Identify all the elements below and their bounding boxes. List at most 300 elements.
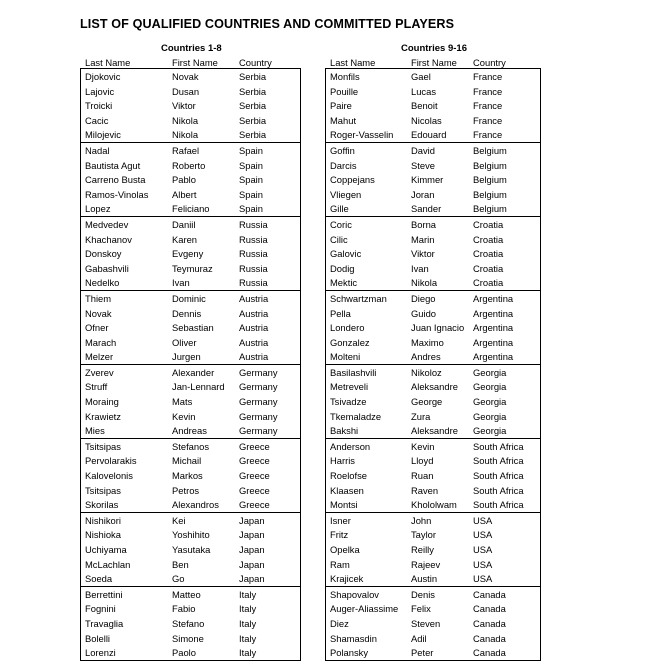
header-country: Country bbox=[239, 57, 272, 68]
cell-country: Belgium bbox=[473, 174, 507, 186]
cell-country: Japan bbox=[239, 514, 265, 526]
cell-country: France bbox=[473, 129, 503, 141]
cell-country: South Africa bbox=[473, 455, 524, 467]
table-row bbox=[81, 84, 300, 99]
table-row bbox=[81, 98, 300, 113]
cell-first-name: Khololwam bbox=[411, 499, 457, 511]
cell-last-name: Kalovelonis bbox=[85, 470, 133, 482]
table-row bbox=[81, 261, 300, 276]
table-row bbox=[81, 483, 300, 498]
header-last-name: Last Name bbox=[330, 57, 376, 68]
cell-last-name: Goffin bbox=[330, 144, 355, 156]
cell-first-name: Simone bbox=[172, 632, 204, 644]
cell-country: Greece bbox=[239, 484, 270, 496]
table-row bbox=[81, 143, 300, 158]
cell-last-name: Roger-Vasselin bbox=[330, 129, 394, 141]
cell-last-name: Marach bbox=[85, 336, 117, 348]
table-row bbox=[81, 335, 300, 350]
cell-first-name: Nikola bbox=[172, 129, 199, 141]
cell-first-name: Karen bbox=[172, 233, 198, 245]
cell-first-name: Stefanos bbox=[172, 440, 210, 452]
cell-first-name: Daniil bbox=[172, 218, 196, 230]
cell-first-name: Reilly bbox=[411, 544, 434, 555]
cell-last-name: Metreveli bbox=[330, 381, 369, 393]
cell-first-name: Felix bbox=[411, 603, 431, 615]
cell-last-name: Khachanov bbox=[85, 233, 132, 245]
cell-last-name: Montsi bbox=[330, 499, 358, 511]
table-row bbox=[81, 320, 300, 335]
cell-last-name: Nadal bbox=[85, 144, 110, 156]
cell-first-name: Gael bbox=[411, 71, 431, 82]
cell-first-name: Ruan bbox=[411, 470, 434, 482]
cell-first-name: Raven bbox=[411, 484, 439, 496]
cell-last-name: Shamasdin bbox=[330, 632, 377, 644]
cell-first-name: Yoshihito bbox=[172, 529, 210, 541]
cell-first-name: Lucas bbox=[411, 85, 437, 97]
cell-country: Argentina bbox=[473, 336, 514, 348]
cell-country: Canada bbox=[473, 617, 506, 629]
header-first-name: First Name bbox=[411, 57, 457, 68]
cell-first-name: Sander bbox=[411, 203, 442, 215]
cell-first-name: Rajeev bbox=[411, 558, 441, 570]
table-row bbox=[326, 645, 540, 660]
table-row bbox=[81, 172, 300, 187]
cell-last-name: Klaasen bbox=[330, 484, 364, 496]
cell-last-name: Donskoy bbox=[85, 248, 122, 260]
cell-country: Serbia bbox=[239, 114, 267, 126]
table-row bbox=[81, 557, 300, 572]
cell-first-name: Paolo bbox=[172, 647, 196, 659]
cell-country: Argentina bbox=[473, 322, 514, 334]
table-row bbox=[81, 468, 300, 483]
table-row bbox=[326, 513, 540, 528]
header-country: Country bbox=[473, 57, 506, 68]
cell-last-name: Moraing bbox=[85, 396, 119, 408]
cell-first-name: Go bbox=[172, 573, 185, 585]
table-row bbox=[81, 513, 300, 528]
table-row bbox=[326, 571, 540, 586]
cell-country: Belgium bbox=[473, 203, 507, 215]
cell-last-name: Soeda bbox=[85, 573, 113, 585]
cell-first-name: Nikola bbox=[172, 114, 199, 126]
table-row bbox=[326, 527, 540, 542]
table-row bbox=[326, 143, 540, 158]
left-column-heading: Countries 1-8 bbox=[161, 43, 222, 54]
cell-last-name: Bakshi bbox=[330, 425, 359, 437]
cell-country: USA bbox=[473, 558, 493, 570]
cell-country: South Africa bbox=[473, 484, 524, 496]
table-row bbox=[326, 542, 540, 557]
cell-first-name: Evgeny bbox=[172, 248, 204, 260]
cell-last-name: Schwartzman bbox=[330, 292, 387, 304]
cell-country: Greece bbox=[239, 470, 270, 482]
cell-country: Serbia bbox=[239, 85, 267, 97]
cell-country: Croatia bbox=[473, 277, 504, 289]
cell-first-name: Alexander bbox=[172, 366, 215, 378]
cell-first-name: Albert bbox=[172, 188, 197, 200]
cell-last-name: Krawietz bbox=[85, 410, 121, 422]
cell-first-name: Nicolas bbox=[411, 114, 442, 126]
cell-first-name: Aleksandre bbox=[411, 381, 458, 393]
cell-country: Austria bbox=[239, 292, 269, 304]
cell-first-name: Ben bbox=[172, 558, 189, 570]
cell-last-name: Opelka bbox=[330, 544, 360, 555]
cell-last-name: Roelofse bbox=[330, 470, 368, 482]
cell-first-name: Ivan bbox=[172, 277, 190, 289]
cell-country: Germany bbox=[239, 425, 278, 437]
cell-last-name: Molteni bbox=[330, 351, 361, 363]
country-group bbox=[81, 143, 300, 217]
cell-country: Argentina bbox=[473, 307, 514, 319]
cell-country: Italy bbox=[239, 588, 257, 600]
table-row bbox=[326, 113, 540, 128]
cell-country: Germany bbox=[239, 366, 278, 378]
cell-last-name: Coric bbox=[330, 218, 352, 230]
table-row bbox=[81, 379, 300, 394]
table-row bbox=[326, 217, 540, 232]
cell-first-name: Nikoloz bbox=[411, 366, 442, 378]
cell-last-name: Lorenzi bbox=[85, 647, 116, 659]
table-row bbox=[326, 379, 540, 394]
cell-last-name: Novak bbox=[85, 307, 112, 319]
cell-first-name: Rafael bbox=[172, 144, 200, 156]
cell-country: Belgium bbox=[473, 144, 507, 156]
cell-country: Russia bbox=[239, 218, 268, 230]
table-row bbox=[326, 261, 540, 276]
table-row bbox=[81, 187, 300, 202]
cell-first-name: Benoit bbox=[411, 100, 438, 112]
cell-country: Japan bbox=[239, 558, 265, 570]
cell-last-name: Ofner bbox=[85, 322, 109, 334]
table-row bbox=[81, 409, 300, 424]
table-row bbox=[81, 542, 300, 557]
cell-country: France bbox=[473, 85, 503, 97]
cell-country: South Africa bbox=[473, 470, 524, 482]
cell-last-name: Melzer bbox=[85, 351, 114, 363]
cell-last-name: Gabashvili bbox=[85, 262, 129, 274]
cell-first-name: Denis bbox=[411, 588, 435, 600]
cell-country: USA bbox=[473, 573, 493, 585]
cell-first-name: Ivan bbox=[411, 262, 429, 274]
country-group bbox=[326, 439, 540, 513]
cell-country: Georgia bbox=[473, 410, 507, 422]
cell-country: Japan bbox=[239, 573, 265, 585]
cell-first-name: Dusan bbox=[172, 85, 200, 97]
table-row bbox=[81, 423, 300, 438]
cell-country: Russia bbox=[239, 262, 268, 274]
header-last-name: Last Name bbox=[85, 57, 131, 68]
cell-last-name: Tsivadze bbox=[330, 396, 367, 408]
cell-country: Austria bbox=[239, 307, 269, 319]
cell-first-name: Sebastian bbox=[172, 322, 214, 334]
cell-last-name: Pella bbox=[330, 307, 351, 319]
cell-last-name: Zverev bbox=[85, 366, 114, 378]
cell-country: USA bbox=[473, 544, 493, 555]
table-row bbox=[326, 291, 540, 306]
country-group bbox=[326, 69, 540, 143]
document-title: LIST OF QUALIFIED COUNTRIES AND COMMITTED PLAYERS bbox=[80, 17, 455, 31]
cell-country: Germany bbox=[239, 396, 278, 408]
cell-first-name: George bbox=[411, 396, 443, 408]
cell-first-name: Juan Ignacio bbox=[411, 322, 465, 334]
cell-first-name: Adil bbox=[411, 632, 427, 644]
table-row bbox=[326, 365, 540, 380]
cell-country: Spain bbox=[239, 174, 263, 186]
table-row bbox=[326, 409, 540, 424]
cell-country: Greece bbox=[239, 440, 270, 452]
table-row bbox=[326, 349, 540, 364]
cell-first-name: Edouard bbox=[411, 129, 447, 141]
cell-country: Argentina bbox=[473, 292, 514, 304]
table-row bbox=[326, 468, 540, 483]
cell-country: Georgia bbox=[473, 425, 507, 437]
cell-first-name: Steven bbox=[411, 617, 441, 629]
cell-country: Croatia bbox=[473, 233, 504, 245]
cell-last-name: McLachlan bbox=[85, 558, 131, 570]
cell-first-name: Petros bbox=[172, 484, 200, 496]
cell-last-name: Paire bbox=[330, 100, 352, 112]
cell-first-name: Nikola bbox=[411, 277, 438, 289]
table-row bbox=[81, 158, 300, 173]
table-row bbox=[326, 69, 540, 84]
cell-last-name: Galovic bbox=[330, 248, 362, 260]
cell-first-name: Andreas bbox=[172, 425, 207, 437]
header-first-name: First Name bbox=[172, 57, 218, 68]
cell-first-name: Michail bbox=[172, 455, 202, 467]
cell-country: Georgia bbox=[473, 396, 507, 408]
cell-country: Spain bbox=[239, 159, 263, 171]
cell-last-name: Krajicek bbox=[330, 573, 364, 585]
table-row bbox=[81, 601, 300, 616]
cell-first-name: Roberto bbox=[172, 159, 206, 171]
country-group bbox=[81, 587, 300, 660]
cell-country: Croatia bbox=[473, 248, 504, 260]
cell-country: Italy bbox=[239, 603, 257, 615]
cell-first-name: Jan-Lennard bbox=[172, 381, 225, 393]
cell-last-name: Uchiyama bbox=[85, 544, 127, 555]
cell-first-name: Kevin bbox=[411, 440, 435, 452]
table-row bbox=[81, 275, 300, 290]
cell-country: Germany bbox=[239, 410, 278, 422]
cell-country: Germany bbox=[239, 381, 278, 393]
cell-country: Italy bbox=[239, 617, 257, 629]
cell-country: Canada bbox=[473, 647, 506, 659]
cell-last-name: Troicki bbox=[85, 100, 113, 112]
cell-last-name: Bautista Agut bbox=[85, 159, 141, 171]
cell-last-name: Monfils bbox=[330, 71, 360, 82]
table-row bbox=[326, 232, 540, 247]
cell-last-name: Polansky bbox=[330, 647, 369, 659]
cell-country: Greece bbox=[239, 499, 270, 511]
cell-last-name: Mies bbox=[85, 425, 105, 437]
cell-country: Russia bbox=[239, 277, 268, 289]
cell-first-name: Alexandros bbox=[172, 499, 219, 511]
cell-country: USA bbox=[473, 529, 493, 541]
cell-last-name: Ram bbox=[330, 558, 350, 570]
cell-first-name: Dominic bbox=[172, 292, 206, 304]
cell-last-name: Pouille bbox=[330, 85, 359, 97]
cell-last-name: Cilic bbox=[330, 233, 348, 245]
cell-first-name: Austin bbox=[411, 573, 438, 585]
table-row bbox=[81, 497, 300, 512]
cell-first-name: Oliver bbox=[172, 336, 197, 348]
table-row bbox=[326, 394, 540, 409]
cell-last-name: Struff bbox=[85, 381, 108, 393]
cell-last-name: Carreno Busta bbox=[85, 174, 146, 186]
table-row bbox=[326, 335, 540, 350]
cell-last-name: Londero bbox=[330, 322, 365, 334]
cell-first-name: Peter bbox=[411, 647, 434, 659]
cell-last-name: Travaglia bbox=[85, 617, 124, 629]
cell-last-name: Djokovic bbox=[85, 71, 121, 82]
country-group bbox=[326, 365, 540, 439]
cell-first-name: Novak bbox=[172, 71, 199, 82]
table-row bbox=[326, 483, 540, 498]
cell-last-name: Thiem bbox=[85, 292, 112, 304]
cell-country: Canada bbox=[473, 588, 506, 600]
cell-country: Serbia bbox=[239, 129, 267, 141]
table-row bbox=[326, 320, 540, 335]
cell-last-name: Diez bbox=[330, 617, 349, 629]
cell-first-name: Guido bbox=[411, 307, 437, 319]
cell-last-name: Mektic bbox=[330, 277, 358, 289]
cell-last-name: Anderson bbox=[330, 440, 371, 452]
country-group bbox=[81, 217, 300, 291]
cell-first-name: Andres bbox=[411, 351, 441, 363]
right-column-heading: Countries 9-16 bbox=[401, 43, 467, 54]
cell-last-name: Shapovalov bbox=[330, 588, 379, 600]
right-players-table bbox=[325, 68, 541, 661]
cell-country: Greece bbox=[239, 455, 270, 467]
cell-first-name: Kevin bbox=[172, 410, 196, 422]
table-row bbox=[81, 453, 300, 468]
cell-country: France bbox=[473, 71, 503, 82]
table-row bbox=[81, 127, 300, 142]
cell-first-name: Pablo bbox=[172, 174, 196, 186]
cell-first-name: Mats bbox=[172, 396, 193, 408]
cell-country: Italy bbox=[239, 647, 257, 659]
cell-last-name: Milojevic bbox=[85, 129, 121, 141]
cell-last-name: Lopez bbox=[85, 203, 111, 215]
cell-first-name: Viktor bbox=[172, 100, 196, 112]
cell-first-name: Borna bbox=[411, 218, 437, 230]
table-row bbox=[326, 497, 540, 512]
table-row bbox=[326, 439, 540, 454]
cell-country: Argentina bbox=[473, 351, 514, 363]
cell-country: Croatia bbox=[473, 218, 504, 230]
cell-country: Spain bbox=[239, 203, 263, 215]
country-group bbox=[326, 513, 540, 587]
cell-last-name: Tsitsipas bbox=[85, 484, 121, 496]
cell-first-name: Matteo bbox=[172, 588, 201, 600]
table-row bbox=[326, 631, 540, 646]
cell-last-name: Skorilas bbox=[85, 499, 119, 511]
cell-last-name: Darcis bbox=[330, 159, 357, 171]
table-row bbox=[81, 394, 300, 409]
table-row bbox=[81, 306, 300, 321]
cell-country: Spain bbox=[239, 144, 263, 156]
table-row bbox=[81, 69, 300, 84]
table-row bbox=[81, 616, 300, 631]
country-group bbox=[81, 69, 300, 143]
cell-last-name: Fognini bbox=[85, 603, 116, 615]
cell-country: Austria bbox=[239, 336, 269, 348]
cell-last-name: Nishioka bbox=[85, 529, 121, 541]
table-row bbox=[326, 423, 540, 438]
cell-country: Canada bbox=[473, 632, 506, 644]
table-row bbox=[81, 232, 300, 247]
cell-first-name: Feliciano bbox=[172, 203, 210, 215]
country-group bbox=[81, 365, 300, 439]
cell-country: Georgia bbox=[473, 381, 507, 393]
country-group bbox=[326, 291, 540, 365]
table-row bbox=[326, 98, 540, 113]
table-row bbox=[81, 246, 300, 261]
table-row bbox=[81, 439, 300, 454]
table-row bbox=[326, 587, 540, 602]
country-group bbox=[81, 513, 300, 587]
cell-country: Georgia bbox=[473, 366, 507, 378]
cell-first-name: Kimmer bbox=[411, 174, 444, 186]
cell-last-name: Cacic bbox=[85, 114, 109, 126]
cell-country: South Africa bbox=[473, 440, 524, 452]
cell-first-name: David bbox=[411, 144, 435, 156]
cell-last-name: Dodig bbox=[330, 262, 355, 274]
cell-first-name: Steve bbox=[411, 159, 435, 171]
cell-last-name: Basilashvili bbox=[330, 366, 377, 378]
table-row bbox=[326, 601, 540, 616]
cell-last-name: Harris bbox=[330, 455, 355, 467]
cell-first-name: Yasutaka bbox=[172, 544, 211, 555]
cell-first-name: Diego bbox=[411, 292, 436, 304]
cell-country: Croatia bbox=[473, 262, 504, 274]
cell-first-name: Markos bbox=[172, 470, 203, 482]
cell-first-name: Maximo bbox=[411, 336, 444, 348]
cell-first-name: John bbox=[411, 514, 432, 526]
cell-country: Belgium bbox=[473, 159, 507, 171]
cell-country: Belgium bbox=[473, 188, 507, 200]
table-row bbox=[81, 113, 300, 128]
table-row bbox=[81, 631, 300, 646]
cell-first-name: Dennis bbox=[172, 307, 202, 319]
table-row bbox=[81, 571, 300, 586]
cell-last-name: Medvedev bbox=[85, 218, 129, 230]
cell-country: Austria bbox=[239, 322, 269, 334]
cell-first-name: Marin bbox=[411, 233, 435, 245]
cell-last-name: Gille bbox=[330, 203, 349, 215]
country-group bbox=[326, 587, 540, 660]
table-row bbox=[326, 201, 540, 216]
cell-first-name: Zura bbox=[411, 410, 431, 422]
cell-last-name: Coppejans bbox=[330, 174, 375, 186]
table-row bbox=[326, 306, 540, 321]
cell-last-name: Gonzalez bbox=[330, 336, 370, 348]
cell-last-name: Tsitsipas bbox=[85, 440, 121, 452]
cell-first-name: Kei bbox=[172, 514, 186, 526]
cell-country: Russia bbox=[239, 233, 268, 245]
cell-country: Austria bbox=[239, 351, 269, 363]
country-group bbox=[326, 217, 540, 291]
cell-first-name: Joran bbox=[411, 188, 435, 200]
cell-last-name: Nedelko bbox=[85, 277, 120, 289]
table-row bbox=[81, 365, 300, 380]
table-row bbox=[81, 201, 300, 216]
table-row bbox=[326, 246, 540, 261]
cell-country: Japan bbox=[239, 529, 265, 541]
cell-country: Canada bbox=[473, 603, 506, 615]
cell-first-name: Jurgen bbox=[172, 351, 201, 363]
table-row bbox=[326, 127, 540, 142]
